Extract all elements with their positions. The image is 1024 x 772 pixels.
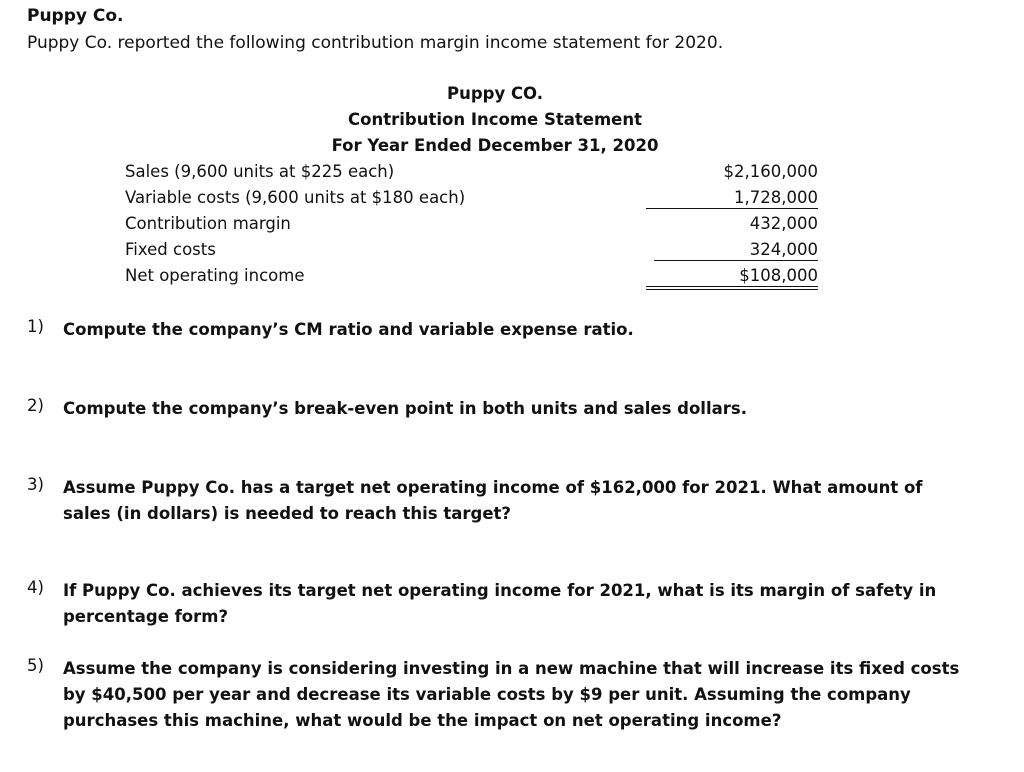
row-amount-variable-costs: 1,728,000 [734,188,818,207]
question-number: 5) [27,656,44,675]
underline-fixed-costs [654,260,818,261]
question-number: 4) [27,578,44,597]
double-underline-bottom [646,289,818,290]
question-number: 3) [27,475,44,494]
row-amount-contribution-margin: 432,000 [749,214,818,233]
statement-company: Puppy CO. [446,84,543,103]
question-number: 2) [27,396,44,415]
question-text: If Puppy Co. achieves its target net operating income for 2021, what is its margin of safety in percentage form? [63,581,937,626]
statement-period: For Year Ended December 31, 2020 [331,136,659,155]
intro-text: Puppy Co. reported the following contribution margin income statement for 2020. [27,33,724,53]
row-amount-net-operating-income: $108,000 [739,266,818,285]
row-label-contribution-margin: Contribution margin [125,214,291,233]
row-label-net-operating-income: Net operating income [125,266,305,285]
question-number: 1) [27,317,44,336]
double-underline-top [646,286,818,287]
row-amount-sales: $2,160,000 [723,162,818,181]
question-text: Compute the company’s break-even point in both units and sales dollars. [63,399,747,418]
document-title: Puppy Co. [27,6,124,26]
row-label-fixed-costs: Fixed costs [125,240,216,259]
question-text: Compute the company’s CM ratio and variable expense ratio. [63,320,634,339]
underline-variable-costs [646,208,818,209]
row-label-variable-costs: Variable costs (9,600 units at $180 each) [125,188,466,207]
row-amount-fixed-costs: 324,000 [749,240,818,259]
question-text: Assume the company is considering investing in a new machine that will increase its fixed costs by $40,500 per year and decrease its variable costs by $9 per unit. Assuming the company purchases this machine, what would be the impact on net operating income? [63,659,960,730]
question-text: Assume Puppy Co. has a target net operating income of $162,000 for 2021. What amount of sales (in dollars) is needed to reach this target? [63,478,923,523]
statement-name: Contribution Income Statement [348,110,642,129]
row-label-sales: Sales (9,600 units at $225 each) [125,162,395,181]
